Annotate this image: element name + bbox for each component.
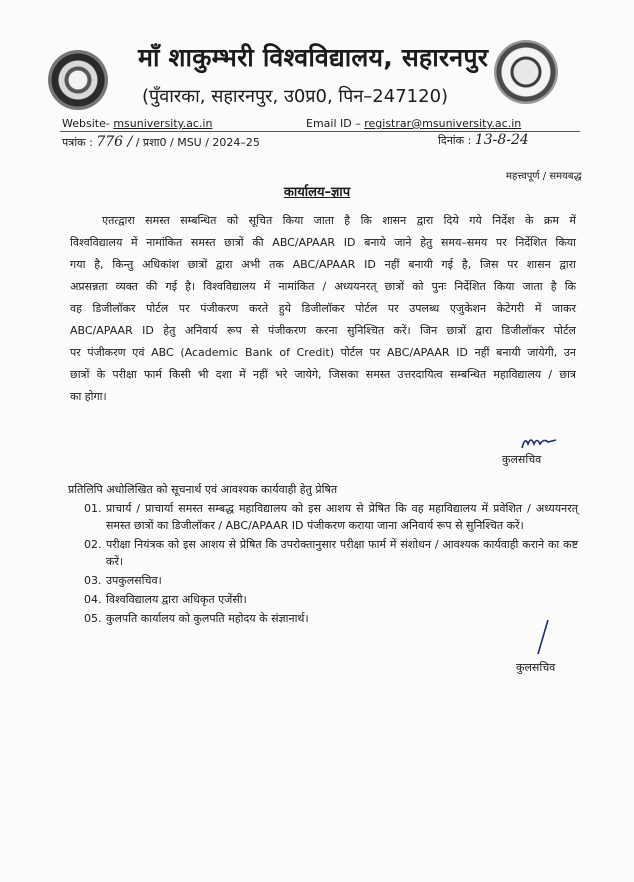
list-item-text: विश्वविद्यालय द्वारा अधिकृत एजेंसी। [106, 593, 247, 606]
office-memo-title [0, 182, 634, 200]
registrar-signature-2 [532, 618, 552, 658]
list-item-number: 05. [84, 612, 102, 625]
registrar-signature-1 [520, 432, 560, 452]
signatory-label: कुलसचिव [502, 453, 542, 466]
body-line: ABC/APAAR ID हेतु अनिवार्य रूप से पंजीकरण करना सुनिश्चित करें। जिन छात्रों द्वारा डिजीलॉकर पोर्टल [70, 324, 576, 337]
date-label: दिनांक : [438, 134, 472, 147]
university-seal-left [48, 50, 108, 110]
patrank-number: 776 / [96, 134, 133, 150]
reference-number [62, 134, 260, 150]
priority-label: महत्त्वपूर्ण / समयबद्ध [506, 171, 582, 182]
body-line: विश्वविद्यालय में नामांकित समस्त छात्रों की ABC/APAAR ID बनाये जाने हेतु समय–समय पर निर्देशित किया [70, 236, 576, 249]
body-line: एतत्द्वारा समस्त सम्बन्धित को सूचित किया जाता है कि शासन द्वारा दिये गये निर्देश के क्रम में [102, 214, 576, 227]
date-value: 13-8-24 [474, 132, 529, 148]
list-item-number: 04. [84, 593, 102, 606]
patrank-suffix: / प्रशा0 / MSU / 2024–25 [135, 136, 260, 149]
email-link[interactable]: registrar@msuniversity.ac.in [364, 117, 522, 130]
copy-intro: प्रतिलिपि अधोलिखित को सूचनार्थ एवं आवश्यक कार्यवाही हेतु प्रेषित [68, 483, 338, 496]
website-link[interactable]: msuniversity.ac.in [113, 117, 213, 130]
copy-list [84, 500, 578, 629]
list-item [84, 500, 578, 534]
body-line: अप्रसन्नता व्यक्त की गई है। विश्वविद्यालय में नामांकित / अध्ययनरत् छात्रों को पुनः निर्देशित किया जाता है कि [70, 280, 576, 293]
date-line [438, 132, 529, 148]
office-memo-title-text: कार्यालय–ज्ञाप [283, 185, 351, 200]
university-seal-right [494, 40, 558, 104]
list-item-text: उपकुलसचिव। [106, 574, 162, 587]
body-line: वह डिजीलॉकर पोर्टल पर पंजीकरण करते हुये डिजीलॉकर पोर्टल पर उपलब्ध एजुकेशन केटेगरी में जाकर [70, 302, 576, 315]
email-label: Email ID – [306, 117, 361, 130]
email-line [306, 117, 521, 130]
list-item [84, 572, 578, 589]
list-item-number: 02. [84, 538, 102, 551]
body-line: पर पंजीकरण एवं ABC (Academic Bank of Credit) पोर्टल पर ABC/APAAR ID नहीं बनायी जायेगी, उन [70, 346, 576, 359]
website-label: Website- [62, 117, 110, 130]
university-name: माँ शाकुम्भरी विश्वविद्यालय, सहारनपुर [138, 43, 489, 72]
list-item-number: 03. [84, 574, 102, 587]
body-line: छात्रों के परीक्षा फार्म किसी भी दशा में नहीं भरे जायेगे, जिसका समस्त उत्तरदायित्व सम्बन्धित महाविद्यालय / छात्र [70, 368, 576, 381]
signatory-label-2: कुलसचिव [516, 661, 556, 674]
university-address: (पुँवारका, सहारनपुर, उ0प्र0, पिन–247120) [142, 86, 449, 107]
body-line: का होगा। [70, 390, 107, 403]
patrank-label: पत्रांक : [62, 136, 93, 149]
list-item [84, 610, 578, 627]
list-item-text: प्राचार्य / प्राचार्या समस्त सम्बद्ध महाविद्यालय को इस आशय से प्रेषित कि वह महाविद्यालय में प्रवेशित / अध्ययनरत् समस्त छात्रों का डिजीलॉकर / ABC/APAAR ID पंजीकरण कराया जाना अनिवार्य रूप से सुनिश्चित करें। [106, 502, 578, 532]
memo-body [70, 210, 576, 408]
list-item-text: कुलपति कार्यालय को कुलपति महोदय के संज्ञानार्थ। [106, 612, 309, 625]
list-item-number: 01. [84, 502, 102, 515]
list-item [84, 591, 578, 608]
list-item [84, 536, 578, 570]
body-line: गया है, किन्तु अधिकांश छात्रों द्वारा अभी तक ABC/APAAR ID नहीं बनायी गई है, जिस पर शासन द्वारा [70, 258, 576, 271]
website-line [62, 117, 212, 130]
list-item-text: परीक्षा नियंत्रक को इस आशय से प्रेषित कि उपरोक्तानुसार परीक्षा फार्म में संशोधन / आवश्यक कार्यवाही कराने का कष्ट करें। [106, 538, 578, 568]
